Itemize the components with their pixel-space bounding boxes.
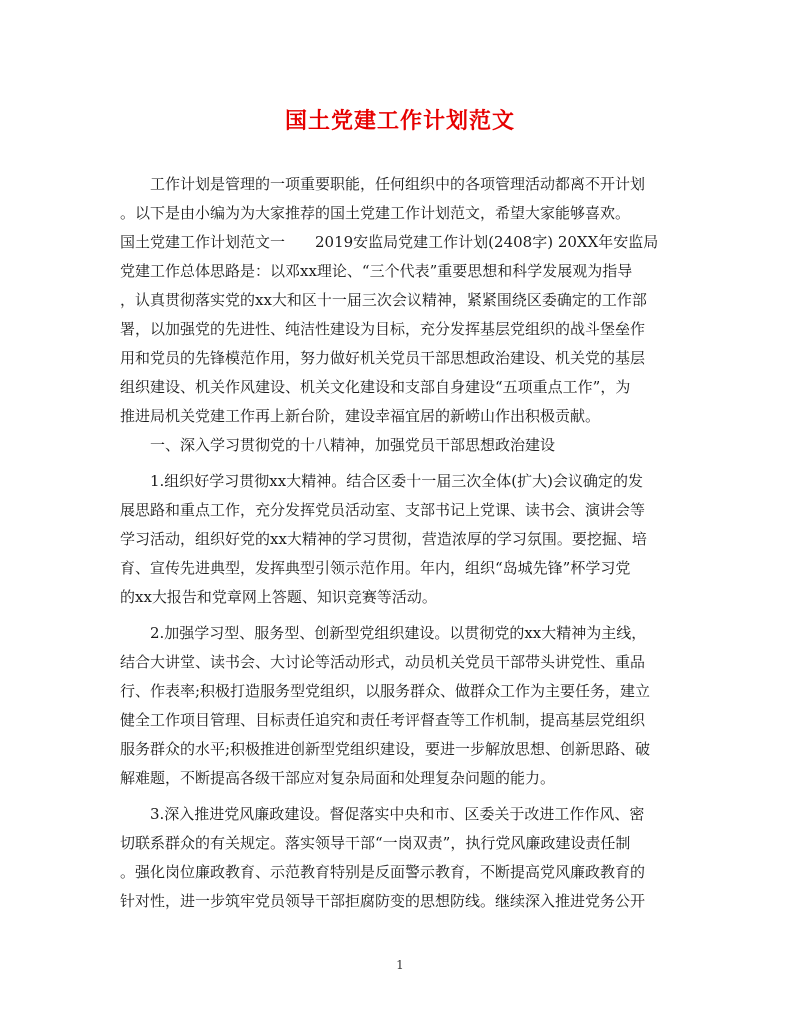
text-line: 展思路和重点工作，充分发挥党员活动室、支部书记上党课、读书会、演讲会等: [120, 501, 646, 519]
text-line: 2.加强学习型、服务型、创新型党组织建设。以贯彻党的xx大精神为主线，: [120, 624, 647, 642]
text-line: 国土党建工作计划范文一 2019安监局党建工作计划(2408字) 20XX年安监局: [120, 233, 659, 251]
text-line: 服务群众的水平;积极推进创新型党组织建设，要进一步解放思想、创新思路、破: [120, 740, 651, 758]
text-line: 。以下是由小编为为大家推荐的国土党建工作计划范文，希望大家能够喜欢。: [120, 204, 631, 222]
text-line: 推进局机关党建工作再上新台阶，建设幸福宜居的新崂山作出积极贡献。: [120, 407, 601, 425]
text-line: 解难题，不断提高各级干部应对复杂局面和处理复杂问题的能力。: [120, 769, 556, 787]
page-number: 1: [396, 958, 404, 972]
page-title: 国土党建工作计划范文: [284, 108, 515, 134]
text-line: 健全工作项目管理、目标责任追究和责任考评督查等工作机制，提高基层党组织: [120, 711, 646, 729]
body-text: [120, 170, 685, 916]
text-line: 党建工作总体思路是：以邓xx理论、“三个代表”重要思想和科学发展观为指导: [120, 262, 633, 280]
text-line: 切联系群众的有关规定。落实领导干部“一岗双责”，执行党风廉政建设责任制: [120, 834, 631, 852]
text-line: 。强化岗位廉政教育、示范教育特别是反面警示教育，不断提高党风廉政教育的: [120, 863, 646, 881]
section-heading: 一、深入学习贯彻党的十八精神，加强党员干部思想政治建设: [120, 436, 556, 454]
text-line: 1.组织好学习贯彻xx大精神。结合区委十一届三次全体(扩大)会议确定的发: [120, 472, 643, 490]
text-line: 行、作表率;积极打造服务型党组织，以服务群众、做群众工作为主要任务，建立: [120, 682, 651, 700]
text-line: 3.深入推进党风廉政建设。督促落实中央和市、区委关于改进工作作风、密: [120, 805, 645, 823]
text-line: ，认真贯彻落实党的xx大和区十一届三次会议精神，紧紧围绕区委确定的工作部: [120, 291, 647, 309]
text-line: 学习活动，组织好党的xx大精神的学习贯彻，营造浓厚的学习氛围。要挖掘、培: [120, 530, 647, 548]
text-line: 的xx大报告和党章网上答题、知识竞赛等活动。: [120, 588, 437, 606]
text-line: 针对性，进一步筑牢党员领导干部拒腐防变的思想防线。继续深入推进党务公开: [120, 892, 646, 910]
text-line: 工作计划是管理的一项重要职能，任何组织中的各项管理活动都离不开计划: [120, 175, 646, 193]
text-line: 育、宣传先进典型，发挥典型引领示范作用。年内，组织“岛城先锋”杯学习党: [120, 559, 631, 577]
text-line: 结合大讲堂、读书会、大讨论等活动形式，动员机关党员干部带头讲党性、重品: [120, 653, 646, 671]
text-line: 署，以加强党的先进性、纯洁性建设为目标，充分发挥基层党组织的战斗堡垒作: [120, 320, 646, 338]
text-line: 组织建设、机关作风建设、机关文化建设和支部自身建设“五项重点工作”，为: [120, 378, 631, 396]
text-line: 用和党员的先锋模范作用，努力做好机关党员干部思想政治建设、机关党的基层: [120, 349, 646, 367]
